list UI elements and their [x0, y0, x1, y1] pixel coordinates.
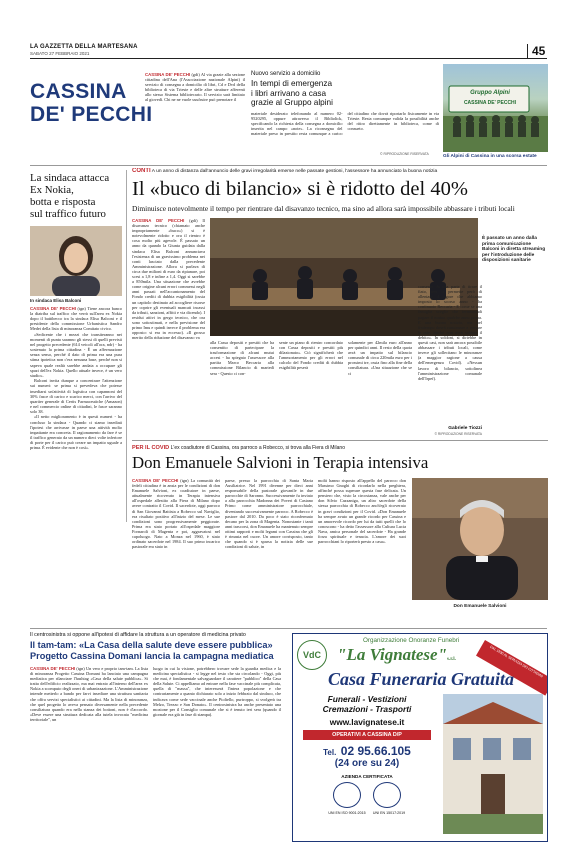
ad-website-link[interactable]: www.lavignatese.it — [329, 717, 405, 727]
mayor-photo-caption: In sindaca Elisa Balconi — [30, 298, 82, 303]
alpini-banner-line1: Gruppo Alpini — [470, 90, 510, 96]
main-story-column-4: sente un piano di rientro concordato con Cassa depositi e prestiti più dilazionato». Ciò significherà che l'ammortamento per gli errori nel calcolo del Fondo crediti di dubbia esigibilità peserà — [279, 340, 343, 371]
main-story-kicker-text: A un anno di distanza dall'annuncio delle gravi irregolarità emerse nelle passate gestioni, l'assessore ha annunciato la buona notizia — [151, 169, 438, 174]
main-story-column-3: alla Cassa depositi e prestiti che ha consentito di partecipare la trasformazione di alcuni mutui accesi - ha spiegato l'assessore alla partita Marco Beccaria alla commissione Bilancio di martedì sera - Questo ci con- — [210, 340, 274, 376]
masthead: LA GAZZETTA DELLA MARTESANA — [30, 44, 138, 50]
covid-story-headline: Don Emanuele Salvioni in Terapia intensiva — [132, 453, 429, 472]
priest-portrait-illustration — [412, 478, 548, 600]
main-story-copyright: © RIPRODUZIONE RISERVATA — [434, 432, 482, 436]
ad-brand: "La Vignatese"s.r.l. — [337, 645, 456, 664]
library-story-headline: In tempi di emergenza i libri arrivano a casa grazie al Gruppo alpini — [251, 79, 333, 108]
sidebar-divider — [126, 170, 127, 522]
top-section-rule — [30, 165, 547, 166]
mayor-portrait-illustration — [30, 226, 122, 296]
covid-story-column-1: CASSINA DE' PECCHI (tgn) La comunità dei fedeli cittadina è in ansia per le condizioni di don Emanuele Salvioni, ex coadiutore in paese, attualmente ricoverato in Terapia intensiva all'ospedale allestito alla Fiera di Milano dopo avere contratto il Covid. Il sacerdote, oggi parroco di San Giovanni Battista a Robecco sul Naviglio, era risultato positivo all'inizio del mese. Le sue condizioni sono progressivamente peggiorate. Prima era stato portato all'ospedale maggiore Fornaroli di Magenta e poi, aggravatosi nel capoluogo. Nato a Monza nel 1960, è stato ordinato sacerdote nel 1984. Il suo primo incarico pastorale era stato in — [132, 478, 220, 550]
ad-tagline: Casa Funeraria Gratuita — [327, 669, 515, 689]
page-number: 45 — [532, 44, 546, 58]
funeral-advertisement[interactable] — [292, 633, 548, 842]
library-story-body: materiale desiderato telefonando al numero 02-9520295, oppure attraverso il Bibliolick, specificando la richiesta della consegna a domicilio inserita nel campo «note». La riconsegna del materiale preso in prestito resta comunque a carico del cittadino che dovrà riportarlo fisicamente in via Trieste. Resta comunque valida la possibilità anche del ritiro direttamente in biblioteca, come di consueto. — [251, 111, 439, 137]
ad-cert-left: UNI EN ISO 9001:2015 — [328, 811, 366, 815]
covid-story-column-3: molti hanno risposto all'appello del parroco don Massimo Gnoghi di ricordarlo nella preghiera, affinché possa superare questa fase delicata. Un pensiero che, visto la circostanza, vale anche per don Silvio Cazzaniga, un altro sacerdote della stessa parrocchia di Robecco anch'egli ricoverato in gravi condizioni per il Covid. «Don Emanuele ha sempre avuto un grande ricordo per Cassina e un amorevole ricordo per lui da tutti quelli che lo conoscono - ha detto l'assessore alla Cultura Lucia Nava, amica personale del sacerdote - Ha grande forza spirituale e tenacia. L'amore dei suoi parrocchiani lo riporterà presto a casa». — [318, 478, 406, 545]
bottom-story-column-1: CASSINA DE' PECCHI (tgn) Un vero e proprio tam-tam. La lista di minoranza Progetto Cassina Domani ha lanciato una campagna mediatica per rilanciare l'hashtag «Casa della salute pubblica». Si tratta dell'edificio realizzato, ma mai entrato all'interno dell'area ex Nokia a scomputo degli oneri di urbanizzazione. L'Amministrazione intende metterlo a bando per farvi insediare una struttura sanitaria che offra servizi specialistici ai cittadini. Ma la lista di minoranza, che quel progetto lo aveva pensato diversamente nella precedente consiliatura quando era nella stanza dei bottoni, non è d'accordo. «Deve essere una struttura dedicata alla tutela invocata "medicina territoriale", un — [30, 666, 148, 722]
bottom-story-kicker: Il centrosinistra si oppone all'ipotesi di affidare la struttura a un operatore di medicina privato — [30, 632, 246, 638]
alpini-banner-line2: CASSINA DE' PECCHI — [463, 100, 517, 106]
alpini-group-photo — [443, 64, 548, 152]
ad-cert-badge-right — [373, 782, 401, 808]
sidebar-headline: La sindaca attacca Ex Nokia, botta e risposta sul traffico futuro — [30, 172, 110, 220]
header-rule — [30, 58, 547, 59]
covid-story-rule — [30, 628, 547, 629]
main-story-rule — [132, 440, 548, 441]
ad-hours: (24 ore su 24) — [334, 758, 400, 769]
priest-photo-caption: Don Emanuele Salvioni — [453, 604, 507, 609]
ad-cert-right: UNI EN 15017:2019 — [372, 811, 406, 815]
covid-story-column-2: paese, presso la parrocchia di Santa Maria Ausiliatrice. Nel 1991 divenne per dieci anni responsabile della pastorale giovanile in due parrocchie di Saronno. Successivamente fu inviato a alla parrocchia Madonna dei Poveri di Castano Primo come amministratore parrocchiale, diventando successivamente parroco. A Robecco è pastore dal 2010. Da poco è stato riconfermato decano per la zona di Magenta. Nonostante i tanti anni trascorsi, don Emanuele ha mantenuto sempre ottimi rapporti e molti legami con Cassina che gli è rimasta nel cuore. Un amore corrisposto, tanto che quando si è sparsa la notizia delle sue condizioni di salute, in — [225, 478, 313, 550]
priest-portrait-photo — [412, 478, 548, 600]
page-number-divider — [527, 44, 528, 58]
bottom-story-column-2: luogo in cui la visione, potrebbero trovare sede la guardia medica e la medicina specialistica - si legge nel testo che sta circolando - Oggi, più che mai, è fondamentale salvaguardare il carattere "pubblico" della Casa della Salute. Ci appelliamo ad entrare nella fase vaccinale più complicata, quella di "massa", che interesserà l'intera popolazione e che contrariamente a quanto dichiarato solo a inizio febbraio dal sindaco, che indicava come sede vaccinale anche Pioltello, purtroppo, si svolgerà tra Melzo, Trezzo e San Donato». Il centrosinistra ha anche presentato una mozione per il Consiglio comunale che si è tenuto ieri sera (quando il giornale era già in fase di stampa). — [153, 666, 281, 717]
ad-cert-badge-left — [333, 782, 361, 808]
sidebar-body: CASSINA DE' PECCHI (tgn) Tiene ancora banco la diatriba sul traffico che verrà sull'area ex Nokia dopo il battibecco tra la sindaca Elisa Balconi e il presidente della commissione Urbanistica Sandro Medei della lista di minoranza Comitato civico. «Sedicente che i mezzi che transiteranno nei momenti di punta saranno gli stessi di quelli previsti nel progetto precedente (614 veicoli all'ora, ndr) - ha sostenuto la prima cittadina - È un affermazione senza senso, perché il dato di prima era una pura stima ipotetica non c'era nessuna base, perché non si sapeva quale realtà sarebbe andata a occupare gli spazi dell'ex Nokia. Quello attuale invece, è un vero studio». Balconi invita dunque a concentrare l'attenzione sui numeri: se prima si prevedeva che potesse insediarsi un'attività di logistica con capannoni del 30% fasce di carico e scarico merci, con l'arrivo del quartier generale di Certis Farmaceutiche (Amazon) e nel commercio online di cittadini, le fasce saranno solo 38. «Il netto miglioramento è in questi numeri - ha concluso la sindaca - Quando ci siamo insediati l'ipotesi che arrivasse in paese una attività molto impattante era concreta. Il ragionamento da fare è se il traffico generato da un numero dieci volte inferiore di porte per il carico può creare un impatto uguale a prima. È evidente che non è così». — [30, 306, 122, 451]
ad-building-photo — [443, 694, 543, 834]
ad-operativa-banner: OPERATIVI A CASSINA D/P — [303, 730, 431, 740]
ad-logo-badge — [297, 640, 327, 670]
issue-date: SABATO 27 FEBBRAIO 2021 — [30, 51, 90, 56]
story-library-lead-column: CASSINA DE' PECCHI (gdi) Al via grazie alla sezione cittadina dell'Ana (l'Associazione nazionale Alpini) il servizio di consegna a domicilio di libri, Cd e Dvd della biblioteca di via Trieste e delle altre strutture afferenti allo stesso Sistema bibliotecario. Il servizio sarà limitato al giovedì. Chi ne ne vuole usufruire può prenotare il — [145, 72, 245, 103]
bottom-story-headline: Il tam-tam: «La Casa della salute deve essere pubblica» Progetto Cassina Domani lancia la campagna mediatica — [30, 640, 274, 661]
library-story-kicker: Nuovo servizio a domicilio — [251, 71, 321, 77]
main-story-kicker-line — [132, 168, 548, 175]
alpini-photo-illustration — [443, 64, 548, 152]
main-story-column-1: CASSINA DE' PECCHI (gdi) Il disavanzo tecnico (chiamato anche impropriamente «buco») si è notevolmente ridotto e ora il rientro è cosa molto più agevole. È passato un anno da quando la Giunta guidata dalla sindaca Elisa Balconi annunciava l'esistenza di un gravissimo problema nei conti lasciato dalla precedente Amministrazione. Allora si parlava di circa due milioni di euro da ripianare, poi scesi a 1,8 e infine a 1,4. Oggi si sarebbe a 850mila. Una situazione che avrebbe come origine alcuni errori commessi negli anni passati nell'accantonamento del Fondo crediti di dubbia esigibilità (ossia un capitolo destinato ad accogliere risorse per coprire gli eventuali mancati incassi da tributi, sanzioni, affitti e via dicendo). I residui attivi in gergo tecnico, che ora sono sottostimati, e nella previsione del primo Imu e quindi invece il problema era opposto: si era in eccesso). «Il grosso merito della riduzione del disavanzo va — [132, 218, 205, 341]
ad-certified: AZIENDA CERTIFICATA — [341, 774, 393, 779]
ad-phone[interactable]: Tel. 02 95.66.105 — [323, 744, 411, 758]
ad-top-text: Organizzazione Onoranze Funebri — [363, 637, 460, 644]
library-story-copyright: © RIPRODUZIONE RISERVATA — [380, 152, 429, 156]
ad-building-illustration — [443, 694, 543, 834]
covid-story-kicker-text: L'ex coadiutore di Cassina, ora parroco a Robecco, si trova alla Fiera di Milano — [170, 445, 345, 451]
council-photo-caption: È passato un anno dalla prima comunicazione Balconi in diretta streaming per l'introduzione delle disposizioni sanitarie — [482, 236, 546, 264]
ad-ribbon-text: DAL 1930 AL SERVIZIO DEI CITTADINI — [489, 644, 544, 679]
section-title: CASSINA DE' PECCHI — [30, 80, 153, 126]
covid-story-kicker: PER IL COVID — [132, 445, 170, 451]
ad-logo-letters: VdC — [303, 650, 321, 660]
main-story-subhead: Diminuisce notevolmente il tempo per rientrare dal disavanzo tecnico, ma sino ad allora sarà impossibile abbassare i tributi locali — [132, 204, 515, 213]
ad-services: Funerali - Vestizioni Cremazioni - Trasporti — [322, 694, 412, 714]
story-dateline: CASSINA DE' PECCHI — [145, 72, 191, 77]
main-story-kicker: CONTI — [132, 168, 151, 174]
main-story-headline: Il «buco di bilancio» si è ridotto del 40% — [132, 178, 468, 200]
covid-story-kicker-line — [132, 445, 548, 451]
main-story-signature: Gabriele Tiozzi — [448, 426, 482, 431]
alpini-photo-caption: Gli Alpini di Cassina in una scorsa estate — [443, 154, 537, 159]
mayor-portrait-photo — [30, 226, 122, 296]
main-story-column-5: solamente per 42mila euro all'anno per quindici anni. Il resto della quota avrà un impatto sul bilancio comunale di circa 220mila euro per i prossimi tre, ossia fino alla fine della consiliatura. «Una situazione che se ci — [348, 340, 412, 376]
main-story-column-6: consente da una parte di tirare il fiato, non ci permette però di allentare il rigore che abbiamo imposto lo scorso anno - ha continuato Beccaria - E come se una famiglia sceglie che termineràdi pagare il mutuo qualche anno prima. E una buona notizia, ma nel frattempo dovrà continuare a versare le rate, finché non avrà saldato il debito». In soldoni, si diriebbe in questi casi, non sarà ancora possibile abbassare i tributi locali, come invece gli sollecitano le minoranze (a maggior ragione a causa dell'emergenza Covid). «Nessun lavoro di bilancio, sottolinea l'amministrazione comunale dell'Irpef). — [418, 284, 482, 381]
